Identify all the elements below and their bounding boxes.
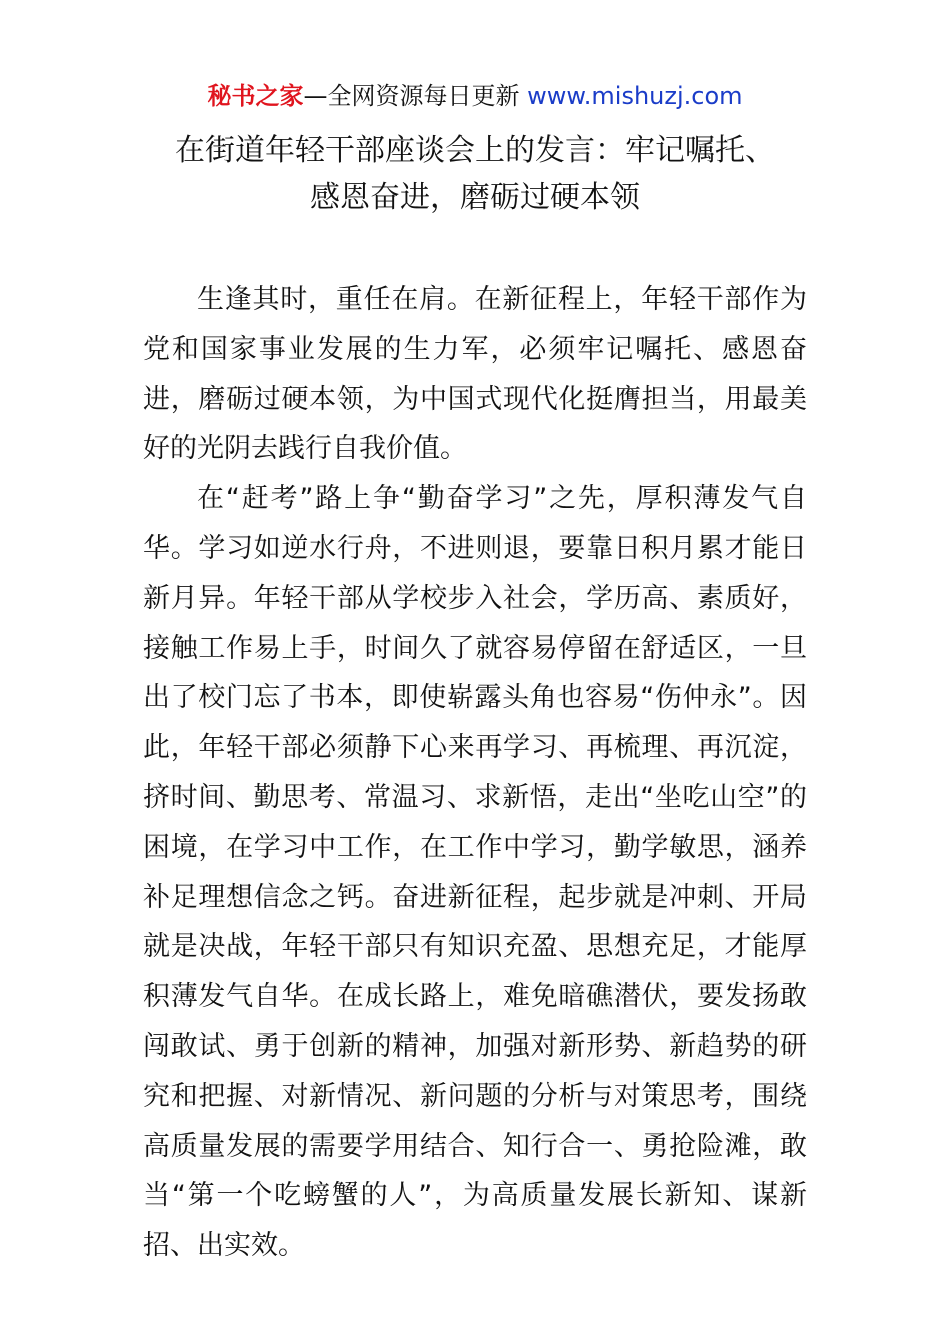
site-url-link[interactable]: www.mishuzj.com [527, 82, 743, 110]
site-header [0, 80, 950, 112]
title-line-2: 感恩奋进，磨砺过硬本领 [310, 180, 640, 215]
site-name: 秘书之家 [207, 82, 304, 110]
document-title [0, 127, 950, 221]
paragraph-2: 在“赶考”路上争“勤奋学习”之先，厚积薄发气自华。学习如逆水行舟，不进则退，要靠日积月累才能日新月异。年轻干部从学校步入社会，学历高、素质好，接触工作易上手，时间久了就容易停留在舒适区，一旦出了校门忘了书本，即使崭露头角也容易“伤仲永”。因此，年轻干部必须静下心来再学习、再梳理、再沉淀，挤时间、勤思考、常温习、求新悟，走出“坐吃山空”的困境，在学习中工作，在工作中学习，勤学敏思，涵养补足理想信念之钙。奋进新征程，起步就是冲刺、开局就是决战，年轻干部只有知识充盈、思想充足，才能厚积薄发气自华。在成长路上，难免暗礁潜伏，要发扬敢闯敢试、勇于创新的精神，加强对新形势、新趋势的研究和把握、对新情况、新问题的分析与对策思考，围绕高质量发展的需要学用结合、知行合一、勇抢险滩，敢当“第一个吃螃蟹的人”，为高质量发展长新知、谋新招、出实效。 [143, 483, 807, 1262]
document-body [143, 275, 807, 1271]
site-tagline: —全网资源每日更新 [303, 82, 528, 110]
paragraph-1: 生逢其时，重任在肩。在新征程上，年轻干部作为党和国家事业发展的生力军，必须牢记嘱托、感恩奋进，磨砺过硬本领，为中国式现代化挺膺担当，用最美好的光阴去践行自我价值。 [143, 284, 807, 465]
title-line-1: 在街道年轻干部座谈会上的发言：牢记嘱托、 [175, 133, 775, 168]
